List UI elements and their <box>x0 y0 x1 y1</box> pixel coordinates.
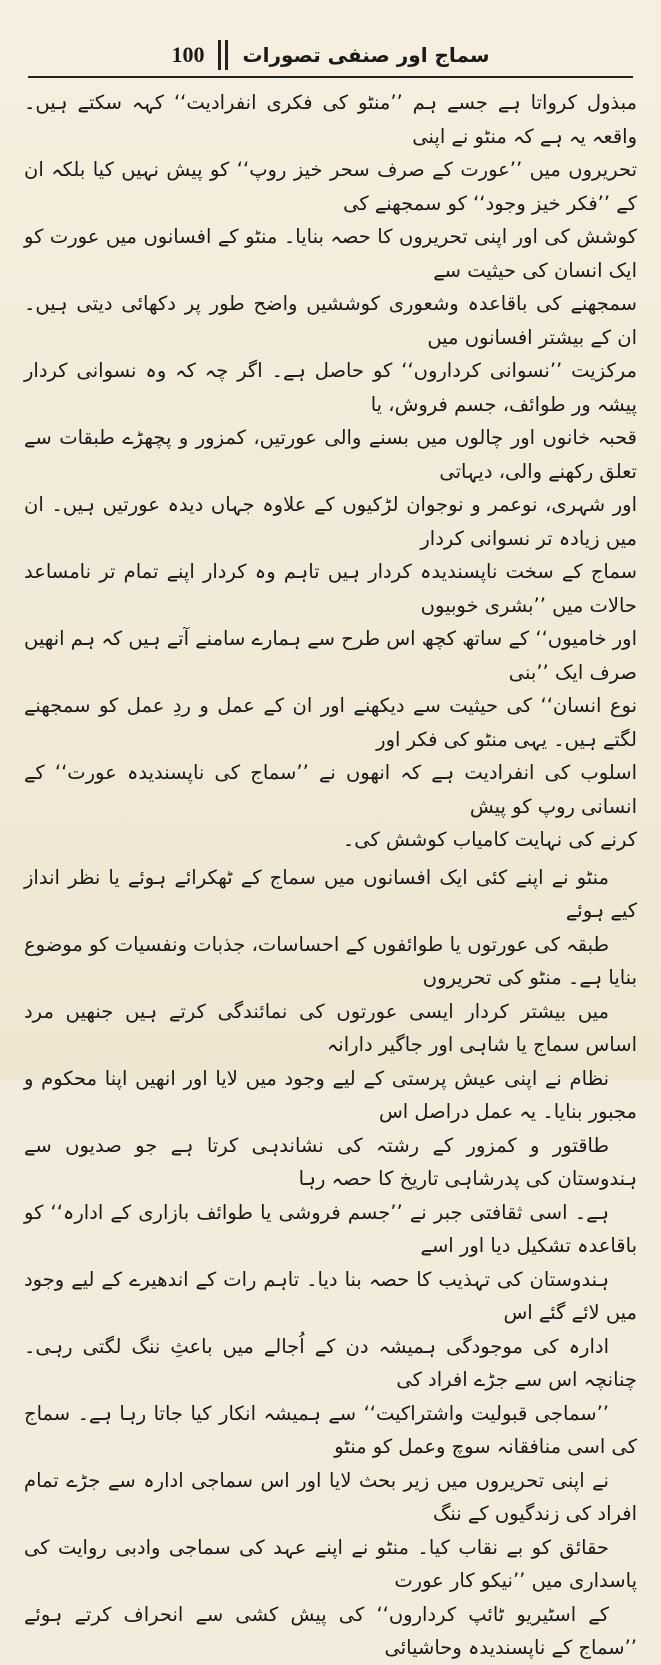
text-line: سمجھنے کی باقاعدہ وشعوری کوششیں واضح طور پر دکھائی دیتی ہیں۔ ان کے بیشتر افسانوں میں <box>24 292 637 349</box>
text-line: منٹو نے اپنے کئی ایک افسانوں میں سماج کے ٹھکرائے ہوئے یا نظر انداز کیے ہوئے <box>24 865 637 922</box>
text-line: قحبہ خانوں اور چالوں میں بسنے والی عورتیں، کمزور و پچھڑے طبقات سے تعلق رکھنے والی، دیہاتی <box>24 426 637 483</box>
text-line: نے اپنی تحریروں میں زیر بحث لایا اور اس سماجی ادارہ سے جڑے تمام افراد کی زندگیوں کے ننگ <box>24 1468 637 1525</box>
text-line: ’’سماجی قبولیت واشتراکیت‘‘ سے ہمیشہ انکار کیا جاتا رہا ہے۔ سماج کی اسی منافقانہ سوچ وعمل کو منٹو <box>24 1401 637 1458</box>
text-line: مرکزیت ’’نسوانی کرداروں‘‘ کو حاصل ہے۔ اگر چہ کہ وہ نسوانی کردار پیشہ ور طوائف، جسم فروش، یا <box>24 359 637 416</box>
running-title: سماج اور صنفی تصورات <box>242 43 490 67</box>
text-line: نوع انسان‘‘ کی حیثیت سے دیکھنے اور ان کے عمل و ردِ عمل کو سمجھنے لگتے ہیں۔ یہی منٹو کی فکر اور <box>24 694 637 751</box>
text-line: اور شہری، نوعمر و نوجوان لڑکیوں کے علاوہ جہاں دیدہ عورتیں ہیں۔ ان میں زیادہ تر نسوانی کردار <box>24 493 637 550</box>
text-line: میں بیشتر کردار ایسی عورتوں کی نمائندگی کرتے ہیں جنھیں مرد اساس سماج یا شاہی اور جاگیر دارانہ <box>24 999 637 1056</box>
text-line: کرنے کی نہایت کامیاب کوشش کی۔ <box>342 828 637 851</box>
text-line: نظام نے اپنی عیش پرستی کے لیے وجود میں لایا اور انھیں اپنا محکوم و مجبور بنایا۔ یہ عمل دراصل اس <box>24 1066 637 1123</box>
text-line: تحریروں میں ’’عورت کے صرف سحر خیز روپ‘‘ کو پیش نہیں کیا بلکہ ان کے ’’فکر خیز وجود‘‘ کو سمجھنے کی <box>24 158 637 215</box>
text-line: مبذول کرواتا ہے جسے ہم ’’منٹو کی فکری انفرادیت‘‘ کہہ سکتے ہیں۔ واقعہ یہ ہے کہ منٹو نے اپنی <box>24 91 637 148</box>
text-line: کے اسٹیریو ٹائپ کرداروں‘‘ کی پیش کشی سے انحراف کرتے ہوئے ’’سماج کے ناپسندیدہ وحاشیائی <box>24 1602 637 1659</box>
page-number: 100 <box>171 42 205 67</box>
text-line: کوشش کی اور اپنی تحریروں کا حصہ بنایا۔ منٹو کے افسانوں میں عورت کو ایک انسان کی حیثیت سے <box>24 225 637 282</box>
paragraph-1 <box>24 86 637 857</box>
paragraph-2 <box>24 861 637 1665</box>
text-line: ہندوستان کی تہذیب کا حصہ بنا دیا۔ تاہم رات کے اندھیرے کے لیے وجود میں لائے گئے اس <box>24 1267 637 1324</box>
body-text <box>24 86 637 1665</box>
page-header <box>28 34 633 78</box>
header-divider <box>218 40 228 70</box>
text-line: طاقتور و کمزور کے رشتہ کی نشاندہی کرتا ہے جو صدیوں سے ہندوستان کی پدرشاہی تاریخ کا حصہ رہا <box>24 1133 637 1190</box>
text-line: ادارہ کی موجودگی ہمیشہ دن کے اُجالے میں باعثِ ننگ لگتی رہی۔ چنانچہ اس سے جڑے افراد کی <box>24 1334 637 1391</box>
text-line: سماج کے سخت ناپسندیدہ کردار ہیں تاہم وہ کردار اپنے تمام تر نامساعد حالات میں ’’بشری خوبیوں <box>24 560 637 617</box>
text-line: اور خامیوں‘‘ کے ساتھ کچھ اس طرح سے ہمارے سامنے آتے ہیں کہ ہم انھیں صرف ایک ’’بنی <box>24 627 637 684</box>
text-line: حقائق کو بے نقاب کیا۔ منٹو نے اپنے عہد کی سماجی وادبی روایت کی پاسداری میں ’’نیکو کار عورت <box>24 1535 637 1592</box>
text-line: اسلوب کی انفرادیت ہے کہ انھوں نے ’’سماج کی ناپسندیدہ عورت‘‘ کے انسانی روپ کو پیش <box>24 761 637 818</box>
text-line: طبقہ کی عورتوں یا طوائفوں کے احساسات، جذبات ونفسیات کو موضوع بنایا ہے۔ منٹو کی تحریروں <box>24 932 637 989</box>
text-line: ہے۔ اسی ثقافتی جبر نے ’’جسم فروشی یا طوائف بازاری کے ادارہ‘‘ کو باقاعدہ تشکیل دیا اور اسے <box>24 1200 637 1257</box>
